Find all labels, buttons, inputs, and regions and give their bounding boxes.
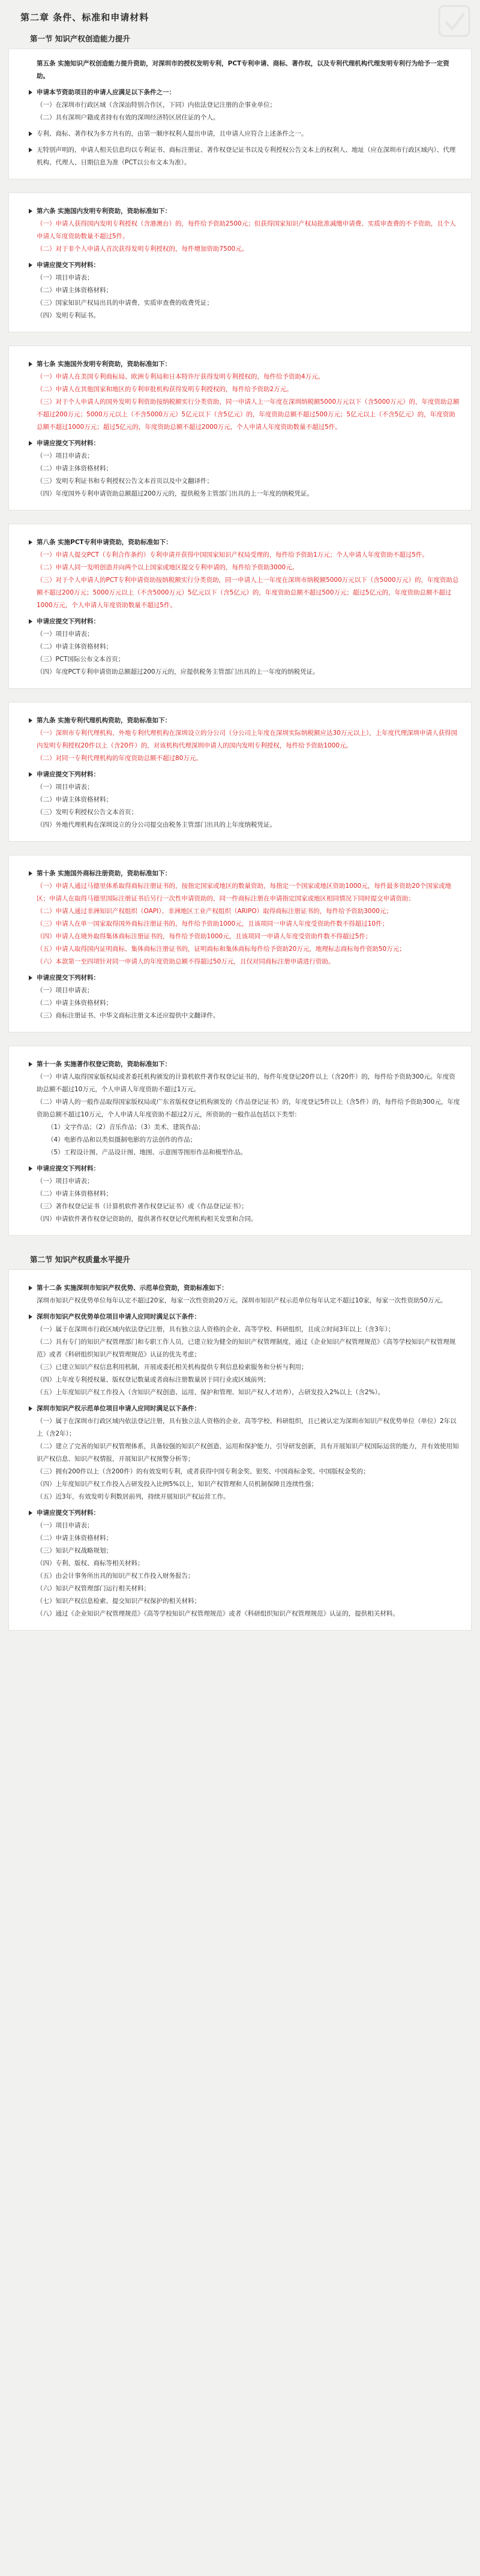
material-item: （二）申请主体资格材料； xyxy=(37,643,112,650)
materials-title: 申请应提交下列材料： xyxy=(37,440,100,447)
article-7-card xyxy=(8,346,472,511)
standard-item: （二）申请人通过非洲知识产权组织（OAPI）、非洲地区工业产权组织（ARIPO）取得商标注册证书的，每件给予资助3000元； xyxy=(37,908,392,915)
standard-item: （一）申请人在美国专利商标局、欧洲专利局和日本特许厅获得发明专利授权的，每件给予资助4万元。 xyxy=(37,373,325,380)
material-item: （二）申请主体资格材料； xyxy=(37,1190,112,1197)
conditions-title: 申请本节资助项目的申请人应满足以下条件之一： xyxy=(37,89,175,96)
material-item: （三）知识产权战略规划； xyxy=(37,1547,112,1554)
materials-title: 申请应提交下列材料： xyxy=(37,1165,100,1172)
standard-item: （五）申请人取得国内证明商标、集体商标注册证书的，证明商标和集体商标每件给予资助20万元，地理标志商标每件资助50万元； xyxy=(37,945,406,953)
material-item: （一）项目申请表； xyxy=(37,1522,94,1529)
standard-subitem: （5）工程设计图、产品设计图、地图、示意图等图形作品和模型作品。 xyxy=(47,1149,247,1156)
bullet-item xyxy=(37,1282,461,1307)
condition-item: （二）具有专门的知识产权管理部门和专职工作人员，已建立较为健全的知识产权管理制度，通过《企业知识产权管理规范》《高等学校知识产权管理规范》或者《科研组织知识产权管理规范》认证的优先考虑； xyxy=(37,1338,456,1358)
standard-subitem: （4）电影作品和以类似摄制电影的方法创作的作品； xyxy=(47,1136,197,1143)
bullet-item xyxy=(37,972,461,1022)
bullet-item xyxy=(37,1058,461,1159)
standard-item: （四）申请人在境外取得集体商标注册证书的，每件给予资助1000元，且该项同一申请人年度受资助件数不得超过5件； xyxy=(37,933,372,940)
standard-item: （二）申请人同一发明创造并向两个以上国家或地区提交专利申请的，每件给予资助3000元。 xyxy=(37,564,299,571)
material-item: （四）发明专利证书。 xyxy=(37,312,100,319)
article-5-card xyxy=(8,49,472,179)
condition-item: （三）拥有200件以上（含200件）的有效发明专利，或者获得中国专利金奖、银奖、中国商标金奖、中国版权金奖的； xyxy=(37,1468,370,1475)
bullet-item xyxy=(37,768,461,831)
bullet-item xyxy=(37,437,461,500)
article-6-card xyxy=(8,193,472,332)
standard-item: （一）申请人获得国内发明专利授权（含港澳台）的，每件给予资助2500元；但获得国家知识产权局批准减缴申请费、实质审查费的不予资助，且个人申请人年度资助数量不超过5件。 xyxy=(37,220,456,240)
material-item: （一）项目申请表； xyxy=(37,1178,94,1185)
condition-item: （四）上年度专利授权量、版权登记数量或者商标注册数量居于同行业或区域前列； xyxy=(37,1376,270,1383)
article-title: 第九条 实施专利代理机构资助，资助标准如下： xyxy=(37,717,172,724)
material-item: （三）PCT国际公布文本首页； xyxy=(37,656,125,663)
bullet-item xyxy=(37,616,461,678)
article-9-card xyxy=(8,702,472,842)
material-item: （一）项目申请表； xyxy=(37,987,94,994)
standard-item: （一）申请人取得国家版权局或者委托机构颁发的计算机软件著作权登记证书的，每件年度登记20件以上（含20件）的，每件给予资助300元。年度资助总额不超过10万元，个人申请人年度资助不超过1万元。 xyxy=(37,1073,455,1093)
standard-item: （三）申请人在单一国家取得国外商标注册证书的，每件给予资助1000元，且该项同一申请人年度受资助件数不得超过10件； xyxy=(37,920,389,927)
material-item: （三）发明专利授权公告文本首页； xyxy=(37,809,137,816)
bullet-item: 无特别声明的，申请人相关信息均以专利证书、商标注册证、著作权登记证书以及专利授权公告文本上的权利人、地址（应在深圳市行政区域内）、代理机构、代理人、日期信息为准（PCT以公布文本为准）。 xyxy=(37,144,461,169)
materials-title: 申请应提交下列材料： xyxy=(37,974,100,981)
bullet-item: 专利、商标、著作权为多方共有的，由第一顺序权利人提出申请，且申请人应符合上述条件之一。 xyxy=(37,128,461,140)
bullet-item xyxy=(37,205,461,256)
bullet-item xyxy=(37,1163,461,1226)
article-12-card xyxy=(8,1269,472,1631)
bullet-item xyxy=(37,867,461,968)
article-title: 第十二条 实施深圳市知识产权优势、示范单位资助，资助标准如下： xyxy=(37,1284,228,1292)
bullet-item xyxy=(37,536,461,612)
material-item: （二）申请主体资格材料； xyxy=(37,287,112,294)
standard-item: （二）对于非个人申请人首次获得发明专利授权的，每件增加资助7500元。 xyxy=(37,245,248,253)
article-title: 第七条 实施国外发明专利资助，资助标准如下： xyxy=(37,361,172,368)
material-item: （三）商标注册证书、中华文商标注册文本还应提供中文翻译件。 xyxy=(37,1012,220,1019)
material-item: （五）由会计事务所出具的知识产权工作投入财务报告； xyxy=(37,1572,194,1580)
bullet-item xyxy=(37,259,461,322)
standard-item: 深圳市知识产权优势单位每年认定不超过20家，每家一次性资助20万元。深圳市知识产权示范单位每年认定不超过10家，每家一次性资助50万元。 xyxy=(37,1297,447,1304)
condition-item: （二）建立了完善的知识产权管理体系，具备较强的知识产权创造、运用和保护能力，引导研发创新，具有开展知识产权国际运营的能力，并有效使用知识产权信息、知识产权情报，开展知识产权预警分析等； xyxy=(37,1443,459,1463)
condition-item: （一）属于在深圳市行政区域内依法登记注册，具有独立法人资格的企业、高等学校、科研组织，且成立时间3年以上（含3年）； xyxy=(37,1326,395,1333)
condition-item: （三）已建立知识产权信息利用机制，开展或委托相关机构提供专利信息检索服务和分析与利用； xyxy=(37,1364,308,1371)
bullet-item xyxy=(37,714,461,765)
article-8-card xyxy=(8,524,472,689)
material-item: （二）申请主体资格材料； xyxy=(37,465,112,472)
material-item: （二）申请主体资格材料； xyxy=(37,796,112,803)
conditions-title: 深圳市知识产权优势单位项目申请人应同时满足以下条件： xyxy=(37,1313,200,1320)
bullet-item xyxy=(37,1311,461,1399)
material-item: （四）外地代理机构在深圳设立的分公司提交由税务主管部门出具的上年度纳税凭证。 xyxy=(37,821,276,828)
condition-item: （一）属于在深圳市行政区域内依法登记注册，具有独立法人资格的企业、高等学校、科研组织，且已被认定为深圳市知识产权优势单位（单位）2年以上（含2年）； xyxy=(37,1418,457,1437)
material-item: （一）项目申请表； xyxy=(37,452,94,460)
material-item: （七）知识产权信息检索、提交知识产权保护的相关材料； xyxy=(37,1598,200,1605)
article-title: 第十条 实施国外商标注册资助，资助标准如下： xyxy=(37,870,172,877)
standard-item: （一）深圳市专利代理机构、外地专利代理机构在深圳设立的分公司（分公司上年度在深圳实际纳税额应达30万元以上），上年度代理深圳申请人获得国内发明专利授权20件以上（含20件）的，对该机构代理深圳申请人的国内发明专利授权，每件给予资助1000元。 xyxy=(37,729,458,749)
chapter-title: 第二章 条件、标准和申请材料 xyxy=(20,12,149,23)
material-item: （三）发明专利证书和专利授权公告文本首页以及中文翻译件； xyxy=(37,478,213,485)
material-item: （四）年度PCT专利申请资助总额超过200万元的，应提供税务主管部门出具的上一年度的纳税凭证。 xyxy=(37,668,319,675)
condition-item: （二）具有深圳户籍或者持有有效的深圳经济特区居住证的个人。 xyxy=(37,114,220,121)
article-title: 第十一条 实施著作权登记资助，资助标准如下： xyxy=(37,1061,172,1068)
condition-item: （一）在深圳市行政区域（含深汕特别合作区，下同）内依法登记注册的企事业单位； xyxy=(37,101,276,109)
standard-item: （六）本款第一至四项针对同一申请人的年度资助总额不得超过50万元，且仅对同商标注册申请进行资助。 xyxy=(37,958,335,965)
standard-item: （二）申请人在其他国家和地区的专利审批机构获得发明专利授权的，每件给予资助2万元。 xyxy=(37,386,293,393)
standard-item: （三）对于个人申请人的国外发明专利资助按纳税额实行分类资助，同一申请人上一年度在深圳纳税额5000万元以下（含5000万元）的，年度资助总额不超过200万元；5000万元以上（不含5000万元）5亿元以下（含5亿元）的，年度资助总额不超过500万元；5亿元以上（不含5亿元）的，年度资助总额不超过1000万元；超过5亿元的，年度资助总额不超过2000万元，个人申请人年度资助数量不超过5件。 xyxy=(37,398,460,431)
materials-title: 申请应提交下列材料： xyxy=(37,618,100,625)
material-item: （三）国家知识产权局出具的申请费、实质审查费的收费凭证； xyxy=(37,299,213,307)
material-item: （一）项目申请表； xyxy=(37,274,94,281)
condition-item: （四）上年度知识产权工作投入占研发投入比例5%以上，知识产权管理和人员机制保障且连续性强； xyxy=(37,1481,318,1488)
materials-title: 申请应提交下列材料： xyxy=(37,1509,100,1517)
article-intro: 第五条 实施知识产权创造能力提升资助，对深圳市的授权发明专利，PCT专利申请、商标、著作权，以及专利代理机构代理发明专利行为给予一定资助。 xyxy=(37,60,449,80)
article-title: 第六条 实施国内发明专利资助，资助标准如下： xyxy=(37,208,172,215)
material-item: （八）通过《企业知识产权管理规范》《高等学校知识产权管理规范》或者《科研组织知识产权管理规范》认证的，提供相关材料。 xyxy=(37,1610,399,1617)
bullet-item xyxy=(37,1507,461,1620)
article-10-card xyxy=(8,855,472,1032)
materials-title: 申请应提交下列材料： xyxy=(37,262,100,269)
material-item: （二）申请主体资格材料； xyxy=(37,1535,112,1542)
bullet-item xyxy=(37,358,461,434)
bullet-item xyxy=(37,86,461,124)
material-item: （一）项目申请表； xyxy=(37,783,94,791)
document-body xyxy=(8,11,472,1644)
material-item: （四）申请软件著作权登记资助的，提供著作权登记代理机构相关发票和合同。 xyxy=(37,1215,257,1223)
standard-item: （二）对同一专利代理机构的年度资助总额不超过80万元。 xyxy=(37,755,202,762)
material-item: （一）项目申请表； xyxy=(37,631,94,638)
article-title: 第八条 实施PCT专利申请资助，资助标准如下： xyxy=(37,539,172,546)
material-item: （二）申请主体资格材料； xyxy=(37,999,112,1007)
standard-item: （一）申请人通过马德里体系取得商标注册证书的，按指定国家或地区的数量资助，每指定一个国家或地区资助1000元，每件最多资助20个国家或地区；申请人在取得马德里国际注册证书后另行一次性申请资助的，同一件商标注册在申请指定国家或地区相同情况下同时提交申请资助； xyxy=(37,882,452,902)
standard-item: （三）对于个人申请人的PCT专利申请资助按纳税额实行分类资助，同一申请人上一年度在深圳市纳税额5000万元以下（含5000万元）的，年度资助总额不超过200万元；5000万元以上（不含5000万元）5亿元以下（含5亿元）的，年度资助总额不超过500万元；超过5亿元的，年度资助总额不超过1000万元，个人申请人年度资助数量不超过5件。 xyxy=(37,577,459,609)
condition-item: （五）上年度知识产权工作投入（含知识产权创造、运用、保护和管理、知识产权人才培养），占研发投入2%以上（含2%）。 xyxy=(37,1389,385,1396)
section-title: 第二节 知识产权质量水平提升 xyxy=(30,1255,130,1264)
standard-subitem: （1）文字作品；（2）音乐作品；（3）美术、建筑作品； xyxy=(47,1124,205,1131)
condition-item: （五）近3年，有效发明专利数居前列，持续开展知识产权运营工作。 xyxy=(37,1493,230,1500)
conditions-title: 深圳市知识产权示范单位项目申请人应同时满足以下条件： xyxy=(37,1405,200,1412)
material-item: （四）专利、版权、商标等相关材料； xyxy=(37,1560,144,1567)
materials-title: 申请应提交下列材料： xyxy=(37,771,100,778)
standard-item: （二）申请人的一般作品取得国家版权局或广东省版权登记机构颁发的《作品登记证书》的，年度登记5件以上（含5件）的，每件给予资助300元，年度资助总额不超过10万元，个人申请人年度资助不超过2万元，所资助的一般作品包括以下类型： xyxy=(37,1098,460,1118)
bullet-item xyxy=(37,1403,461,1503)
material-item: （三）著作权登记证书（计算机软件著作权登记证书）或《作品登记证书》； xyxy=(37,1203,248,1210)
material-item: （六）知识产权管理部门运行相关材料； xyxy=(37,1585,150,1592)
standard-item: （一）申请人提交PCT（专利合作条约）专利申请并获得中国国家知识产权局受理的，每件给予资助1万元；个人申请人年度资助不超过5件。 xyxy=(37,551,428,559)
section-title: 第一节 知识产权创造能力提升 xyxy=(30,34,130,43)
article-11-card xyxy=(8,1046,472,1236)
material-item: （四）年度国外专利申请资助总额超过200万元的，提供税务主管部门出具的上一年度的纳税凭证。 xyxy=(37,490,314,497)
